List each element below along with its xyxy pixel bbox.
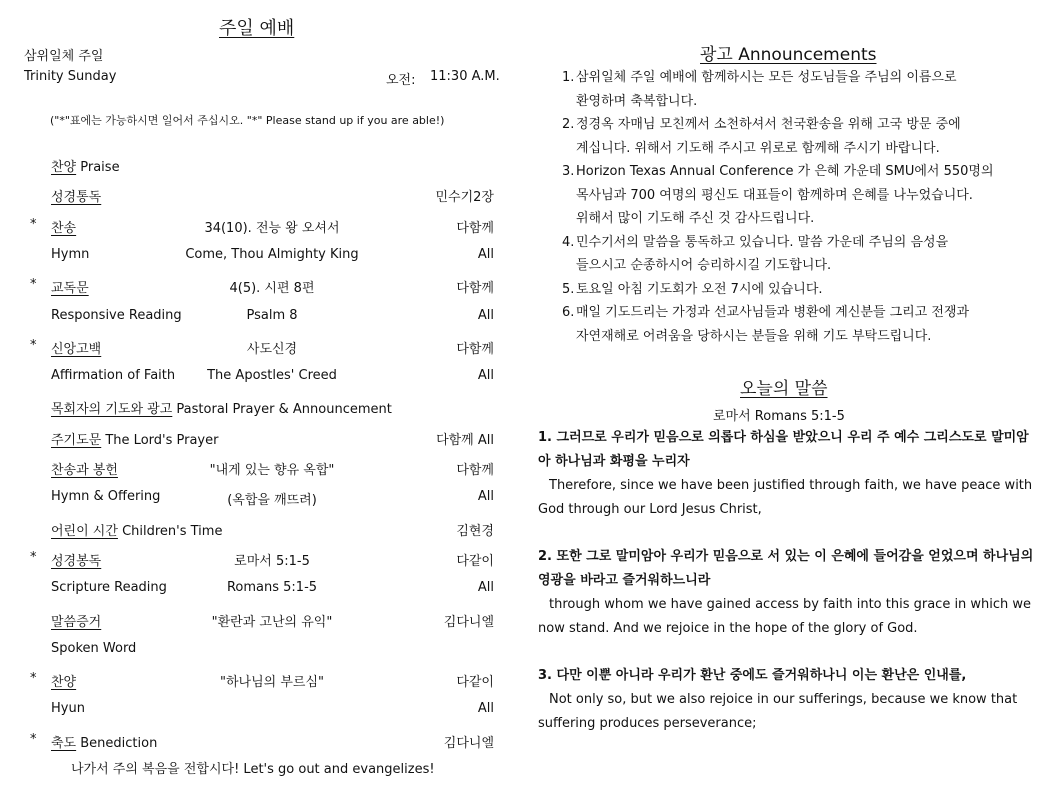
order-row [0, 247, 500, 269]
order-item-english: Children's Time [117, 523, 223, 539]
order-item-leader: All [477, 489, 494, 505]
order-item-english: Praise [76, 160, 120, 175]
service-english-day: Trinity Sunday [24, 69, 117, 84]
order-item-label [51, 580, 167, 595]
order-item-english: Responsive Reading [51, 307, 182, 323]
order-item-label [51, 550, 101, 569]
service-time-label: 오전: [386, 73, 416, 88]
order-item-detail: Come, Thou Almighty King [185, 246, 359, 262]
order-item-detail: (옥합을 깨뜨려) [227, 493, 317, 509]
order-item-korean: 찬송과 봉헌 [51, 463, 118, 478]
order-item-english: Hymn [51, 246, 90, 262]
order-item-english: The Lord's Prayer [101, 432, 219, 448]
announcement-line: 들으시고 순종하시어 승리하시길 기도합니다. [576, 258, 832, 273]
order-item-detail: Romans 5:1-5 [226, 580, 318, 596]
order-row [0, 732, 500, 754]
order-row [0, 459, 500, 481]
order-item-label [51, 217, 76, 236]
announcement-item [560, 113, 1030, 160]
announcement-number: 6. [562, 305, 575, 320]
announcement-item [560, 301, 1030, 348]
stand-marker: * [30, 277, 37, 293]
service-subtitle: 삼위일체 주일 [24, 49, 104, 64]
order-item-english: Hymn & Offering [51, 489, 161, 505]
order-item-leader: 김다니엘 [443, 735, 494, 751]
announcement-line: 자연재해로 어려움을 당하시는 분들을 위해 기도 부탁드립니다. [576, 328, 932, 344]
announcement-number: 4. [562, 234, 575, 250]
order-row [0, 186, 500, 208]
stand-marker: * [30, 731, 37, 747]
order-item-leader: All [477, 701, 494, 717]
announcement-line: 계십니다. 위해서 기도해 주시고 위로로 함께해 주시기 바랍니다. [576, 140, 940, 156]
order-item-label [51, 489, 160, 504]
announcement-line: 목사님과 700 여명의 평신도 대표들이 함께하며 은혜를 나누었습니다. [576, 187, 973, 203]
verse-1 [538, 426, 1038, 522]
order-item-label [51, 338, 101, 357]
announcement-line: 환영하며 축복합니다. [576, 93, 698, 109]
stand-note: ("*"표에는 가능하시면 일어서 주십시오. "*" Please stand up if you are able!) [50, 114, 445, 127]
verse-english: Not only so, but we also rejoice in our sufferings, because we know that suffering produces perseverance; [538, 692, 1018, 731]
order-item-label [51, 732, 157, 751]
order-item-label [51, 429, 218, 448]
verse-korean: 3. 다만 이뿐 아니라 우리가 환난 중에도 즐거워하나니 이는 환난은 인내를, [538, 668, 967, 683]
order-item-leader: All [477, 580, 494, 596]
order-item-detail: "하나님의 부르심" [220, 675, 324, 691]
order-item-english: Scripture Reading [51, 580, 167, 596]
announcement-item [560, 66, 1030, 113]
order-item-detail: Psalm 8 [246, 307, 298, 323]
announcements-list [560, 66, 1030, 348]
closing-line: 나가서 주의 복음을 전합시다! Let's go out and evangelizes! [71, 762, 435, 777]
order-item-korean: 주기도문 [51, 432, 102, 448]
service-time-value: 11:30 A.M. [430, 69, 500, 84]
order-row [0, 520, 500, 542]
order-row [0, 489, 500, 511]
stand-marker: * [30, 216, 37, 232]
announcement-line: 정경옥 자매님 모친께서 소천하셔서 천국환송을 위해 고국 방문 중에 [576, 117, 961, 132]
order-item-korean: 찬송 [51, 220, 77, 236]
order-item-korean: 성경통독 [51, 190, 102, 206]
order-row [0, 611, 500, 633]
order-item-korean: 말씀증거 [51, 614, 102, 630]
announcement-number: 1. [562, 70, 575, 85]
todays-word-title: 오늘의 말씀 [740, 379, 828, 399]
stand-marker: * [30, 337, 37, 353]
order-item-label [51, 701, 85, 716]
order-item-leader: 다함께 All [436, 432, 494, 448]
order-item-label [51, 641, 136, 656]
order-item-leader: 김다니엘 [443, 614, 494, 630]
verse-3 [538, 664, 1038, 736]
order-row [0, 368, 500, 390]
worship-title: 주일 예배 [219, 18, 295, 39]
announcement-item [560, 278, 1030, 302]
order-item-label [51, 611, 101, 630]
announcement-line: 토요일 아침 기도회가 오전 7시에 있습니다. [576, 281, 823, 297]
order-row [0, 277, 500, 299]
order-row [0, 550, 500, 572]
order-item-detail: 사도신경 [246, 341, 298, 357]
order-item-english: Spoken Word [51, 640, 137, 656]
order-item-detail: 로마서 5:1-5 [234, 553, 310, 569]
order-item-english: Hyun [51, 701, 85, 717]
order-item-korean: 신앙고백 [51, 341, 102, 357]
scripture-reference: 로마서 Romans 5:1-5 [713, 409, 845, 424]
order-item-english: Benediction [76, 735, 158, 751]
order-row [0, 671, 500, 693]
order-item-leader: 다같이 [456, 553, 494, 569]
announcement-line: Horizon Texas Annual Conference 가 은혜 가운데 SMU에서 550명의 [576, 164, 994, 179]
order-item-label [51, 186, 101, 205]
announcement-line: 삼위일체 주일 예배에 함께하시는 모든 성도님들을 주님의 이름으로 [576, 70, 957, 85]
order-item-leader: 다함께 [456, 463, 494, 478]
order-row [0, 217, 500, 239]
verse-2 [538, 545, 1038, 641]
stand-marker: * [30, 549, 37, 565]
order-row [0, 580, 500, 602]
order-item-korean: 목회자의 기도와 광고 [51, 402, 173, 418]
order-row [0, 156, 500, 178]
order-item-label [51, 156, 120, 175]
verse-korean: 2. 또한 그로 말미암아 우리가 믿음으로 서 있는 이 은혜에 들어감을 얻었으며 하나님의 영광을 바라고 즐거워하느니라 [538, 549, 1034, 588]
order-item-leader: 다같이 [456, 675, 494, 691]
order-item-leader: 김현경 [456, 523, 494, 539]
order-row [0, 429, 500, 451]
order-row [0, 641, 500, 663]
announcement-line: 매일 기도드리는 가정과 선교사님들과 병환에 계신분들 그리고 전쟁과 [576, 305, 970, 320]
order-item-leader: 다함께 [456, 220, 494, 236]
order-item-label [51, 520, 222, 539]
order-item-leader: All [477, 307, 494, 323]
order-item-detail: 4(5). 시편 8편 [229, 281, 315, 297]
order-item-detail: The Apostles' Creed [207, 368, 337, 384]
announcement-item [560, 160, 1030, 231]
order-item-english: Pastoral Prayer & Announcement [172, 402, 392, 418]
order-item-label [51, 308, 182, 323]
order-item-leader: All [477, 246, 494, 262]
order-item-korean: 교독문 [51, 281, 89, 297]
order-row [0, 338, 500, 360]
order-item-korean: 성경봉독 [51, 553, 102, 569]
verse-english: through whom we have gained access by faith into this grace in which we now stand. And we rejoice in the hope of the glory of God. [538, 597, 1032, 636]
order-item-label [51, 368, 175, 383]
order-item-korean: 찬양 [51, 675, 77, 691]
order-row [0, 398, 500, 420]
order-item-label [51, 247, 89, 262]
order-item-leader: 민수기2장 [435, 190, 494, 206]
announcement-line: 민수기서의 말씀을 통독하고 있습니다. 말씀 가운데 주님의 음성을 [576, 234, 949, 250]
order-item-korean: 찬양 [51, 160, 77, 175]
order-item-label [51, 459, 118, 478]
stand-marker: * [30, 671, 37, 687]
order-item-label [51, 671, 76, 690]
order-item-label [51, 398, 392, 417]
announcement-number: 3. [562, 164, 575, 179]
announcement-item [560, 231, 1030, 278]
order-item-label [51, 277, 89, 296]
order-item-english: Affirmation of Faith [51, 368, 176, 384]
order-item-leader: All [477, 368, 494, 384]
verse-english: Therefore, since we have been justified through faith, we have peace with God through our Lord Jesus Christ, [538, 478, 1033, 517]
order-item-leader: 다함께 [456, 281, 494, 297]
order-item-detail: "내게 있는 향유 옥합" [209, 463, 335, 478]
order-row [0, 701, 500, 723]
announcement-number: 2. [562, 117, 575, 132]
order-item-korean: 축도 [51, 735, 77, 751]
order-row [0, 308, 500, 330]
order-item-korean: 어린이 시간 [51, 523, 118, 539]
announcement-line: 위해서 많이 기도해 주신 것 감사드립니다. [576, 211, 815, 226]
announcements-title: 광고 Announcements [700, 45, 877, 65]
order-item-detail: 34(10). 전능 왕 오셔서 [204, 220, 340, 236]
order-item-detail: "환란과 고난의 유익" [211, 614, 333, 630]
announcement-number: 5. [562, 281, 575, 297]
verse-korean: 1. 그러므로 우리가 믿음으로 의롭다 하심을 받았으니 우리 주 예수 그리스도로 말미암아 하나님과 화평을 누리자 [538, 430, 1029, 469]
order-item-leader: 다함께 [456, 341, 494, 357]
